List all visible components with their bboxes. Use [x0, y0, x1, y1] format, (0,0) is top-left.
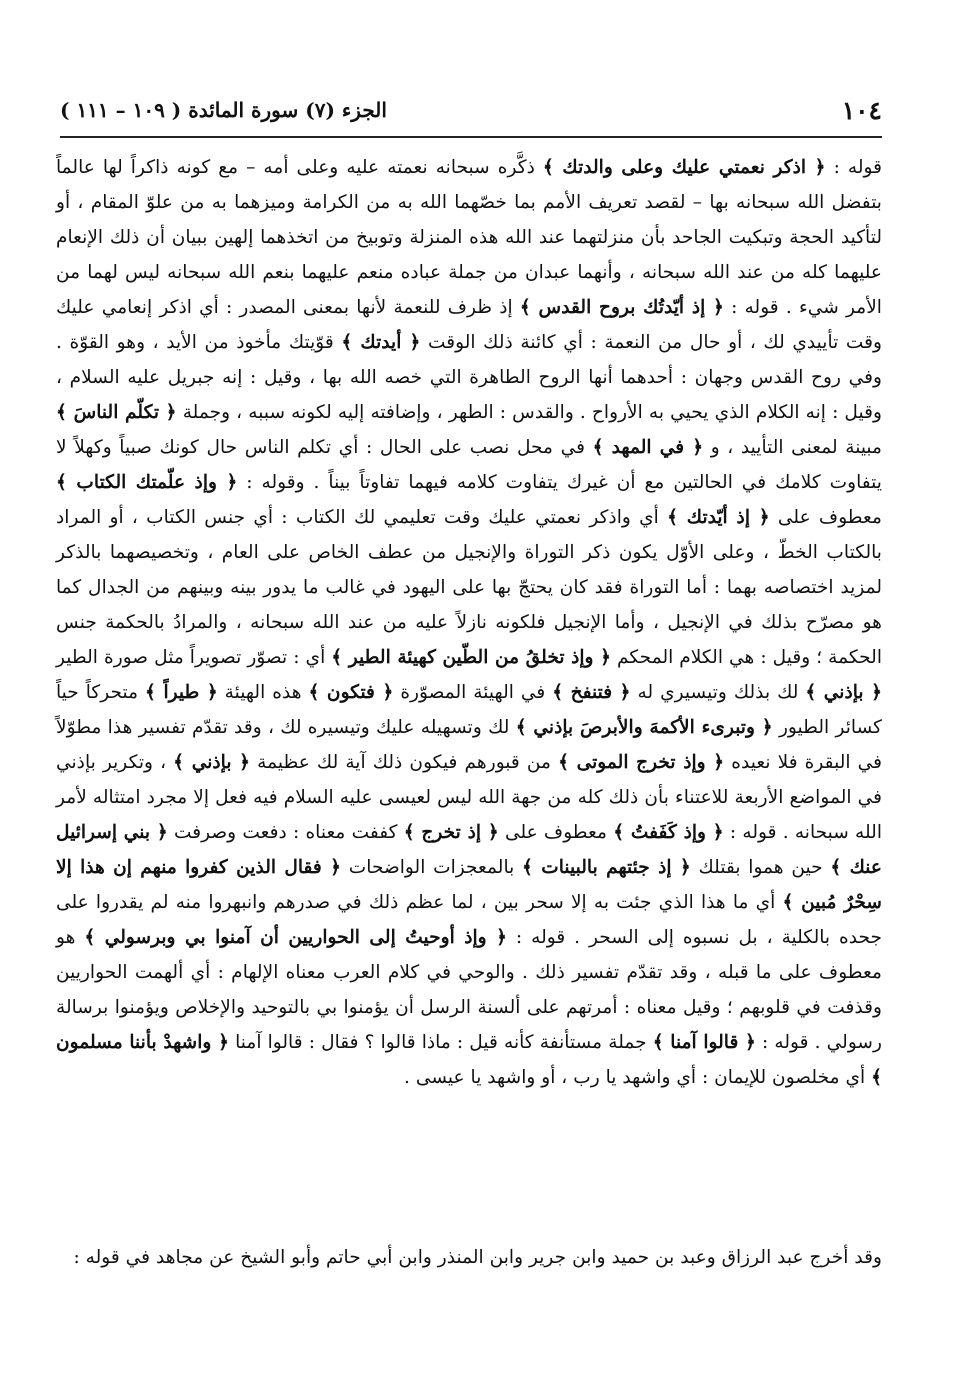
commentary-text: ذكَّره سبحانه نعمته عليه وعلى أمه – مع كونه ذاكراً لها عالماً بتفضل الله سبحانه بها – لقصد تعريف الأمم بما خصّهما الله به من الكرامة وميزهما به من علوّ المقام ، أو لتأكيد الحجة وتبكيت الجاحد بأن منزلتهما عند الله هذه المنزلة وتوبيخ من اتخذهما إلهين ببيان أن ذلك الإنعام عليهما كله من عند الله سبحانه ، وأنهما عبدان من جملة عباده منعم عليهما بنعم الله سبحانه ليس لهما من الأمر شيء . قوله :: [56, 157, 882, 318]
main-text: [56, 150, 882, 1095]
quran-quote: ﴿ فقال الذين كفروا منهم إن هذا إلا سِحْرٌ مُبين ﴾: [56, 857, 882, 913]
commentary-text: بالمعجزات الواضحات: [341, 857, 523, 878]
quran-quote: ﴿ تكلّم الناسَ ﴾: [56, 402, 177, 423]
quran-quote: ﴿ بني إسرائيل عنك ﴾: [56, 822, 882, 878]
quran-quote: ﴿ وإذ كَفَفتُ ﴾: [613, 822, 724, 843]
quran-quote: ﴿ واشهدْ بأننا مسلمون ﴾: [56, 1032, 882, 1088]
commentary-text: أي ما هذا الذي جئت به إلا سحر بين ، لما عظم ذلك في صدرهم وانبهروا منه لم يقدروا على جحده بالكلية ، بل نسبوه إلى السحر . قوله :: [56, 892, 882, 948]
commentary-text: معطوف على: [769, 507, 882, 528]
commentary-text: مبينة لمعنى التأييد ، و: [703, 437, 882, 458]
quran-quote: ﴿ فتكون ﴾: [308, 682, 394, 703]
commentary-text: ، وتكرير بإذني في المواضع الأربعة للاعتناء بأن ذلك كله من جهة الله ليس لعيسى عليه السلام فيه فعل إلا مجرد امتثاله لأمر الله سبحانه . قوله :: [56, 752, 882, 843]
commentary-text: قوّيتك مأخوذ من الأيد ، وهو القوّة . وفي روح القدس وجهان : أحدهما أنها الروح الطاهرة التي خصه الله بها ، وقيل : إنه جبريل عليه السلام ، وقيل : إنه الكلام الذي يحيي به الأرواح . والقدس : الطهر ، وإضافته إليه لكونه سببه ، وجملة: [56, 332, 882, 423]
quran-quote: ﴿ إذ جئتهم بالبينات ﴾: [522, 857, 691, 878]
quran-quote: ﴿ أيدتك ﴾: [341, 332, 421, 353]
quran-quote: ﴿ قالوا آمنا ﴾: [652, 1032, 756, 1053]
header-rule: [60, 136, 882, 138]
quran-quote: ﴿ وإذ تخرج الموتى ﴾: [558, 752, 725, 773]
commentary-text: هذه الهيئة: [217, 682, 309, 703]
commentary-text: أي واذكر نعمتي عليك وقت تعليمي لك الكتاب : أي جنس الكتاب ، أو المراد بالكتاب الخطّ ، وعلى الأوّل يكون ذكر التوراة والإنجيل من عطف الخاص على العام ، وتخصيصهما بالذكر لمزيد اختصاصه بهما : أما التوراة فقد كان يحتجّ بها على اليهود في غالب ما يدور بينه وبينهم من الجدال كما هو مصرّح بذلك في الإنجيل ، وأما الإنجيل فلكونه نازلاً عليه من عند الله سبحانه ، والمرادُ بالحكمة جنس الحكمة ؛ وقيل : هي الكلام المحكم: [56, 507, 882, 668]
quran-quote: ﴿ وإذ علّمتك الكتاب ﴾: [56, 472, 238, 493]
commentary-text: لك وتسهيله عليك وتيسيره لك ، وقد تقدّم تفسير هذا مطوّلاً في البقرة فلا نعيده: [56, 717, 882, 773]
commentary-text: إذ ظرف للنعمة لأنها بمعنى المصدر : أي اذكر إنعامي عليك وقت تأييدي لك ، أو حال من النعمة : أي كائنة ذلك الوقت: [56, 297, 882, 353]
commentary-text: كففت معناه : دفعت وصرفت: [167, 822, 404, 843]
quran-quote: ﴿ بإذني ﴾: [173, 752, 251, 773]
commentary-text: حين هموا بقتلك: [690, 857, 831, 878]
quran-quote: ﴿ وإذ تخلقُ من الطّين كهيئة الطير ﴾: [331, 647, 612, 668]
page-number: ١٠٤: [841, 96, 882, 125]
commentary-text: أي مخلصون للإيمان : أي واشهد يا رب ، أو واشهد يا عيسى .: [404, 1067, 872, 1088]
quran-quote: ﴿ وإذ أوحيتُ إلى الحواريين أن آمنوا بي وبرسولي ﴾: [84, 927, 508, 948]
commentary-text: في محل نصب على الحال : أي تكلم الناس حال كونك صبياً وكهلاً لا يتفاوت كلامك في الحالتين مع أن غيرك يتفاوت كلامه فيهما تفاوتاً بيناً . وقوله :: [56, 437, 882, 493]
page-header: [60, 96, 882, 132]
commentary-text: في الهيئة المصوّرة: [393, 682, 553, 703]
quran-quote: ﴿ وتبرىء الأكمهَ والأبرصَ بإذني ﴾: [515, 717, 773, 738]
commentary-text: من قبورهم فيكون ذلك آية لك عظيمة: [250, 752, 559, 773]
commentary-text: جملة مستأنفة كأنه قيل : ماذا قالوا ؟ فقال : قالوا آمنا: [228, 1032, 653, 1053]
commentary-text: متحركاً حياً كسائر الطيور: [56, 682, 883, 738]
commentary-text: لك بذلك وتيسيري له: [630, 682, 806, 703]
quran-quote: ﴿ في المهد ﴾: [592, 437, 704, 458]
quran-quote: ﴿ طيراً ﴾: [145, 682, 218, 703]
commentary-text: معطوف على: [498, 822, 614, 843]
quran-quote: ﴿ اذكر نعمتي عليك وعلى والدتك ﴾: [542, 157, 826, 178]
closing-paragraph: وقد أخرج عبد الرزاق وعبد بن حميد وابن جرير وابن المنذر وابن أبي حاتم وأبو الشيخ عن مجاهد في قوله :: [73, 1247, 882, 1268]
running-head: الجزء (٧) سورة المائدة ( ١٠٩ – ١١١ ): [60, 98, 387, 122]
commentary-text: هو معطوف على ما قبله ، وقد تقدّم تفسير ذلك . والوحي في كلام العرب معناه الإلهام : أي ألهمت الحواريين وقذفت في قلوبهم ؛ وقيل معناه : أمرتهم على ألسنة الرسل أن يؤمنوا بي بالتوحيد والإخلاص ويؤمنوا برسالة رسولي . قوله :: [56, 927, 882, 1053]
quran-quote: ﴿ بإذني ﴾: [805, 682, 882, 703]
quran-quote: ﴿ إذ تخرج ﴾: [403, 822, 499, 843]
quran-quote: ﴿ إذ أيّدتُك بروح القدس ﴾: [519, 297, 724, 318]
body-paragraph: [56, 150, 882, 1095]
quran-quote: ﴿ فتنفخ ﴾: [552, 682, 631, 703]
quran-quote: ﴿ إذ أيّدتك ﴾: [667, 507, 770, 528]
commentary-text: قوله :: [825, 157, 882, 178]
commentary-text: أي : تصوّر تصويراً مثل صورة الطير: [56, 647, 332, 668]
